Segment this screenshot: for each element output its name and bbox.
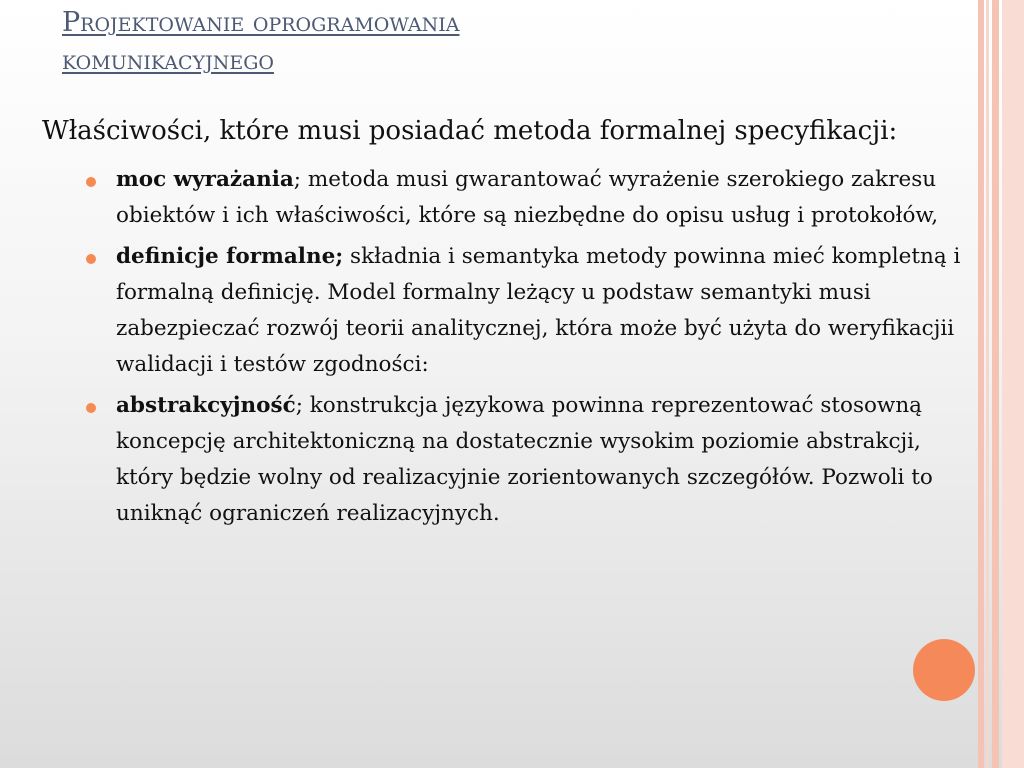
bullet-item-formal-definitions [116,239,962,383]
bullet-text: ; metoda musi gwarantować wyrażenie szerokiego zakresu obiektów i ich właściwości, które są niezbędne do opisu usług i protokołów, [116,167,939,228]
bullet-text: składnia i semantyka metody powinna mieć kompletną i formalną definicję. Model formalny leżący u podstaw semantyki musi zabezpieczać rozwój teorii analitycznej, która może być użyta do weryfikacjii walidacji i testów zgodności: [116,244,961,377]
bullet-term: definicje formalne; [116,244,344,269]
bullet-term: abstrakcyjność [116,393,296,418]
bullet-item-abstraction [116,388,962,532]
decor-stripe-2 [986,0,989,768]
bullet-dot-icon [86,177,96,187]
bullet-text: ; konstrukcja językowa powinna reprezentować stosowną koncepcję architektoniczną na dostatecznie wysokim poziomie abstrakcji, który będzie wolny od realizacyjnie zorientowanych szczegółów. Pozwoli to uniknąć ograniczeń realizacyjnych. [116,393,933,526]
decor-stripe-3 [992,0,999,768]
decor-stripe-4 [1002,0,1024,768]
decor-circle-icon [913,639,975,701]
slide-title-line-1: Projektowanie oprogramowania [62,7,460,38]
bullet-list [42,162,962,532]
slide-title-line-2: komunikacyjnego [62,45,274,76]
slide-title [62,4,942,80]
lead-paragraph: Właściwości, które musi posiadać metoda formalnej specyfikacji: [42,116,898,146]
bullet-item-expressiveness [116,162,962,234]
bullet-dot-icon [86,403,96,413]
bullet-term: moc wyrażania [116,167,294,192]
decor-stripe-1 [978,0,984,768]
slide-content [42,112,962,537]
bullet-dot-icon [86,254,96,264]
